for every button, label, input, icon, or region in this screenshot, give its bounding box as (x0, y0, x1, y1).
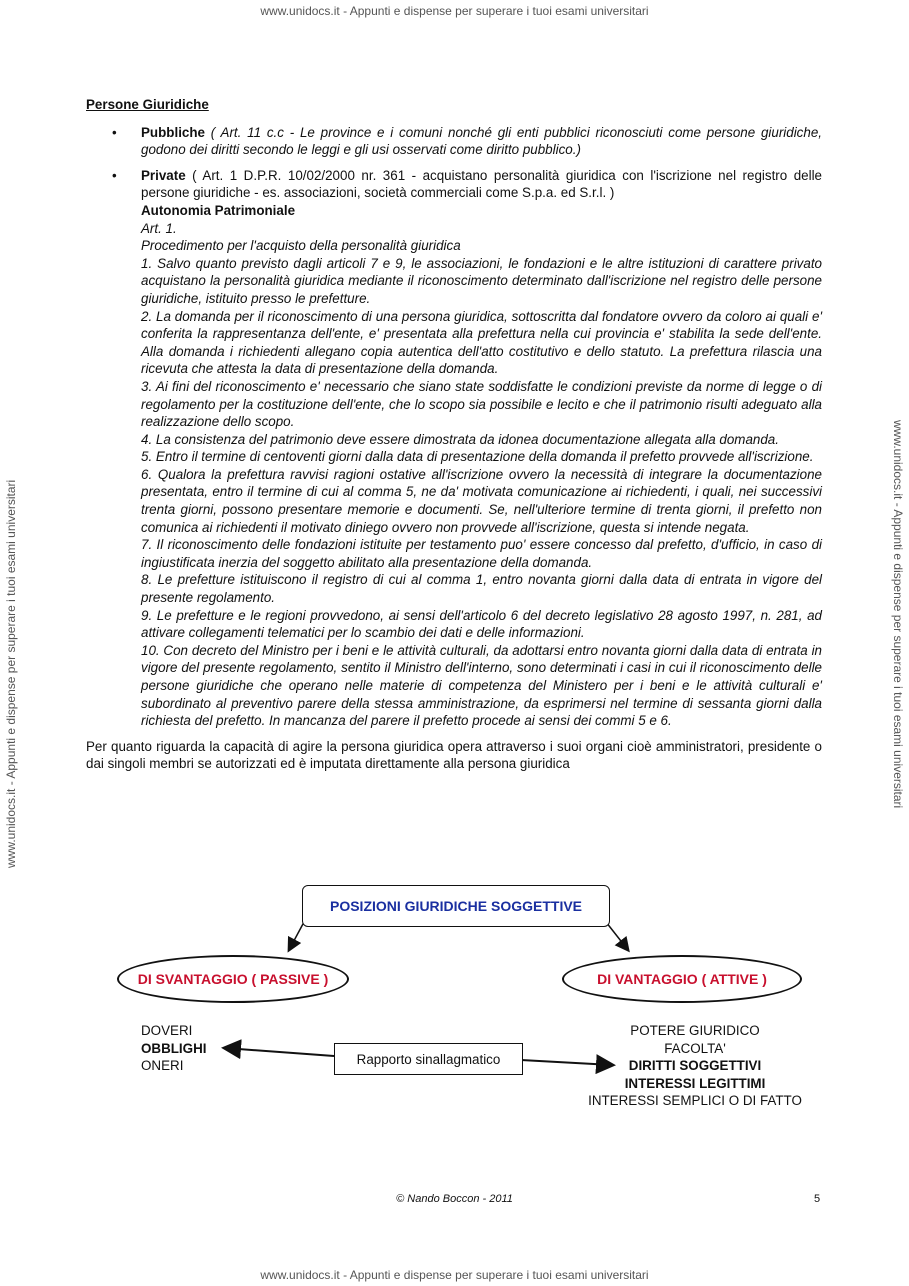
arrow-right-down (606, 922, 628, 950)
article-paragraph: 5. Entro il termine di centoventi giorni dalla data di presentazione della domanda il prefetto provvede all'iscrizione. (141, 449, 814, 465)
watermark-top: www.unidocs.it - Appunti e dispense per superare i tuoi esami universitari (260, 4, 649, 18)
term-private: Private (141, 167, 186, 183)
document-body (86, 96, 822, 773)
arrow-to-obblighi (225, 1048, 334, 1056)
article-paragraph: 8. Le prefetture istituiscono il registro di cui al comma 1, entro novanta giorni dalla data di entrata in vigore del presente regolamento. (141, 572, 822, 606)
page-number: 5 (814, 1193, 821, 1205)
list-item-private (86, 167, 822, 730)
list-item: OBBLIGHI (141, 1040, 207, 1056)
article-title: Procedimento per l'acquisto della personalità giuridica (141, 238, 461, 254)
private-description: ( Art. 1 D.P.R. 10/02/2000 nr. 361 - acquistano personalità giuridica con l'iscrizione nel registro delle persone giuridiche - es. associazioni, società commerciali come S.p.a. ed S.r.l. ) (141, 167, 822, 201)
summary-paragraph: Per quanto riguarda la capacità di agire la persona giuridica opera attraverso i suoi organi cioè amministratori, presidente o dai singoli membri se autorizzati ed è imputata direttamente alla persona giuridica (86, 738, 822, 772)
list-item: ONERI (141, 1058, 184, 1074)
watermark-right: www.unidocs.it - Appunti e dispense per superare i tuoi esami universitari (891, 420, 905, 809)
list-item: DIRITTI SOGGETTIVI (628, 1058, 762, 1074)
term-public: Pubbliche (141, 124, 205, 140)
article-paragraph: 9. Le prefetture e le regioni provvedono, ai sensi dell'articolo 6 del decreto legislativo 28 agosto 1997, n. 281, ad attivare collegamenti telematici per lo scambio dei dati e delle informazioni. (141, 607, 822, 641)
section-heading: Persone Giuridiche (86, 97, 209, 112)
article-paragraph: 10. Con decreto del Ministro per i beni e le attività culturali, da adottarsi entro novanta giorni dalla data di entrata in vigore del presente regolamento, sentito il Ministro dell'interno, sono determinati i casi in cui il riconoscimento delle persone giuridiche che operano nelle materie di competenza del Ministero per i beni e le attività culturali e' subordinato al preventivo parere della stessa amministrazione, da esprimersi nel termine di sessanta giorni dalla richiesta del prefetto. In mancanza del parere il prefetto procede ai sensi dei commi 5 e 6. (141, 642, 822, 729)
article-paragraph: 1. Salvo quanto previsto dagli articoli 7 e 9, le associazioni, le fondazioni e le altre istituzioni di carattere privato acquistano la personalità giuridica mediante il riconoscimento determinato dall'iscrizione nel registro delle persone giuridiche, istituito presso le prefetture. (141, 255, 822, 306)
article-paragraph: 6. Qualora la prefettura ravvisi ragioni ostative all'iscrizione ovvero la necessità di integrare la documentazione presentata, entro il termine di cui al comma 5, ne da' motivata comunicazione ai richiedenti, i quali, nei successivi trenta giorni, possono presentare memorie e documenti. Se, nell'ulteriore termine di trenta giorni, il prefetto non comunica ai richiedenti il motivato diniego ovvero non provvede all'iscrizione, questa si intende negata. (141, 466, 822, 535)
article-paragraph: 3. Ai fini del riconoscimento e' necessario che siano state soddisfatte le condizioni previste da norme di legge o di regolamento per la costituzione dell'ente, che lo scopo sia possibile e lecito e che il patrimonio risulti adeguato alla realizzazione dello scopo. (141, 378, 822, 430)
watermark-left: www.unidocs.it - Appunti e dispense per superare i tuoi esami universitari (4, 479, 18, 868)
footer-copyright: © Nando Boccon - 2011 (396, 1193, 513, 1205)
list-item: DOVERI (141, 1023, 193, 1038)
diagram-title-box: POSIZIONI GIURIDICHE SOGGETTIVE (302, 885, 610, 927)
watermark-bottom: www.unidocs.it - Appunti e dispense per superare i tuoi esami universitari (260, 1268, 649, 1282)
list-item-public (86, 124, 822, 159)
passive-positions-list (141, 1022, 206, 1075)
bullet-list (86, 124, 822, 730)
relation-box: Rapporto sinallagmatico (334, 1043, 523, 1075)
oval-active: DI VANTAGGIO ( ATTIVE ) (562, 955, 802, 1003)
bullet-icon: • (112, 167, 117, 183)
article-paragraph: 7. Il riconoscimento delle fondazioni istituite per testamento puo' essere concesso dal prefetto, d'ufficio, in caso di ingiustificata inerzia del soggetto abilitato alla presentazione della domanda. (141, 537, 822, 570)
list-item: FACOLTA' (664, 1040, 726, 1056)
list-item: INTERESSI SEMPLICI O DI FATTO (588, 1093, 802, 1109)
active-positions-list (560, 1022, 830, 1110)
arrow-left-down (289, 922, 304, 950)
list-item: INTERESSI LEGITTIMI (624, 1075, 766, 1091)
subheading: Autonomia Patrimoniale (141, 202, 296, 218)
list-item: POTERE GIURIDICO (630, 1023, 760, 1038)
article-paragraph: 4. La consistenza del patrimonio deve essere dimostrata da idonea documentazione allegata alla domanda. (141, 431, 779, 447)
bullet-icon: • (112, 124, 117, 140)
article-paragraph: 2. La domanda per il riconoscimento di una persona giuridica, sottoscritta dal fondatore ovvero da coloro ai quali e' conferita la rappresentanza dell'ente, e' presentata alla prefettura nella cui provincia e' stabilita la sede dell'ente. Alla domanda i richiedenti allegano copia autentica dell'atto costitutivo e dello statuto. La prefettura rilascia una ricevuta che attesta la data di presentazione della domanda. (141, 308, 822, 377)
public-description: ( Art. 11 c.c - Le province e i comuni nonché gli enti pubblici riconosciuti come persone giuridiche, godono dei diritti secondo le leggi e gli usi osservati come diritto pubblico.) (141, 124, 822, 158)
oval-passive: DI SVANTAGGIO ( PASSIVE ) (117, 955, 349, 1003)
article-block (141, 202, 822, 730)
article-number: Art. 1. (141, 220, 177, 236)
